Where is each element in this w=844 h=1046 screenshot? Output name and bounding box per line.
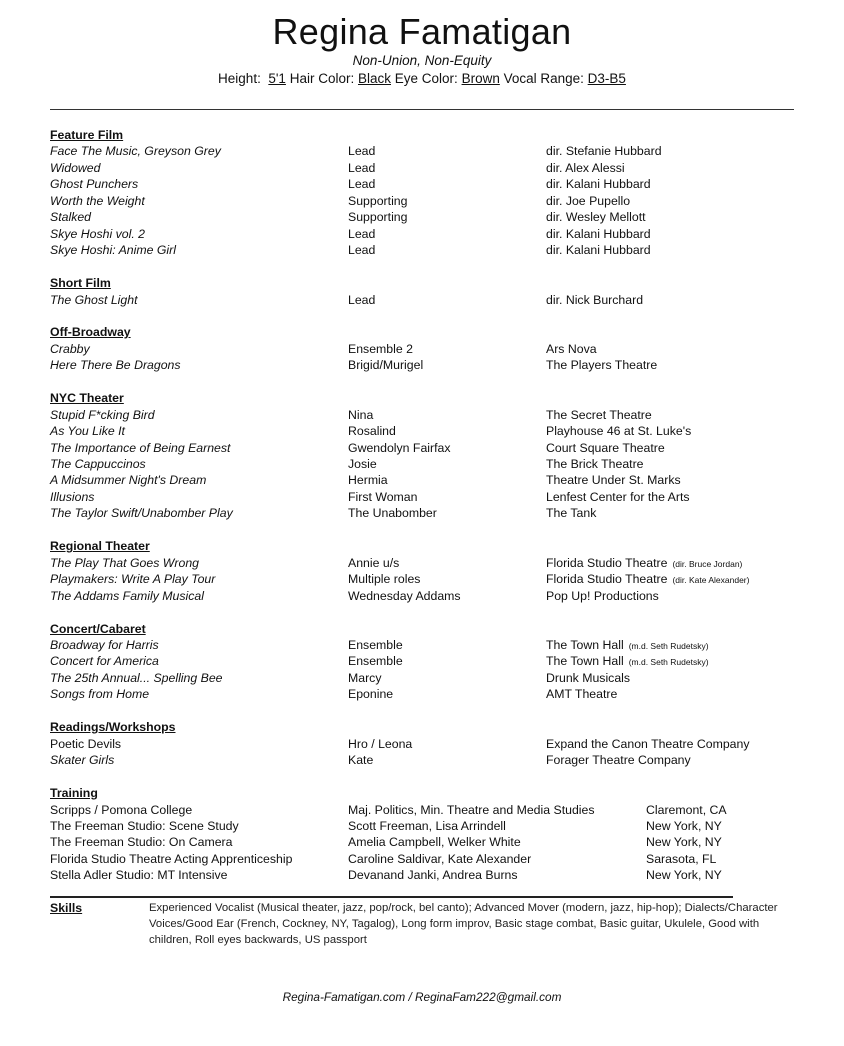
credit-venue xyxy=(546,670,630,687)
credit-row xyxy=(50,489,830,506)
section-title: Regional Theater xyxy=(50,539,150,554)
eye-value: Brown xyxy=(461,71,500,86)
section-heading xyxy=(50,390,830,407)
credit-venue xyxy=(546,571,749,589)
credit-venue-name: Drunk Musicals xyxy=(546,670,631,685)
hair-label: Hair Color: xyxy=(289,71,355,86)
credit-role: Lead xyxy=(348,243,376,258)
credit-title: Playmakers: Write A Play Tour xyxy=(50,572,216,587)
training-location: Sarasota, FL xyxy=(646,851,717,866)
credit-venue-name: Ars Nova xyxy=(546,341,597,356)
credit-venue-name: The Brick Theatre xyxy=(546,457,644,471)
training-location: New York, NY xyxy=(646,868,722,883)
credit-row xyxy=(50,686,830,703)
credit-venue xyxy=(546,686,617,703)
credit-role: Annie u/s xyxy=(348,555,400,570)
credit-title: Songs from Home xyxy=(50,687,150,702)
training-row xyxy=(50,818,830,835)
credit-title: As You Like It xyxy=(50,424,125,439)
credit-title: Broadway for Harris xyxy=(50,638,159,652)
credit-title: Crabby xyxy=(50,341,90,356)
credit-row xyxy=(50,588,830,605)
credit-venue-name: Playhouse 46 at St. Luke's xyxy=(546,424,692,439)
credit-title: A Midsummer Night's Dream xyxy=(50,473,207,488)
credit-row xyxy=(50,242,830,259)
section-heading xyxy=(50,785,830,802)
credit-venue-name: dir. Stefanie Hubbard xyxy=(546,144,662,159)
training-school: The Freeman Studio: On Camera xyxy=(50,835,233,850)
credit-role: Lead xyxy=(348,144,376,159)
credit-role: The Unabomber xyxy=(348,506,437,521)
credit-row xyxy=(50,456,830,473)
credit-venue-name: Expand the Canon Theatre Company xyxy=(546,736,750,751)
training-teachers: Amelia Campbell, Welker White xyxy=(348,835,521,850)
training-location: New York, NY xyxy=(646,835,722,850)
credit-venue xyxy=(546,736,750,753)
training-row xyxy=(50,802,830,819)
credit-venue xyxy=(546,456,644,473)
credit-venue xyxy=(546,226,651,243)
credit-row xyxy=(50,440,830,457)
skills-heading: Skills xyxy=(50,901,83,915)
credit-row xyxy=(50,736,830,753)
section-title: Off-Broadway xyxy=(50,325,131,340)
training-teachers: Caroline Saldivar, Kate Alexander xyxy=(348,851,532,866)
credit-role: Wednesday Addams xyxy=(348,588,461,603)
credit-role: Supporting xyxy=(348,210,408,225)
credit-row xyxy=(50,555,830,572)
credit-role: Ensemble 2 xyxy=(348,341,413,356)
credit-venue-name: dir. Kalani Hubbard xyxy=(546,243,651,258)
credit-title: The 25th Annual... Spelling Bee xyxy=(50,670,223,685)
credit-row xyxy=(50,226,830,243)
section-heading xyxy=(50,621,830,638)
skills-text: Experienced Vocalist (Musical theater, jazz, pop/rock, bel canto); Advanced Mover (modern, jazz, hip-hop); Dialects/Character Voices/Good Ear (French, Cockney, NY, Tagalog), Long form improv, Basic stage combat, Basic guitar, Ukulele, Good with children, Roll eyes backwards, US passport xyxy=(149,902,778,946)
training-row xyxy=(50,834,830,851)
credit-venue xyxy=(546,505,596,522)
credit-title: Widowed xyxy=(50,160,101,175)
section-heading xyxy=(50,324,830,341)
contact-footer: Regina-Famatigan.com / ReginaFam222@gmail.com xyxy=(282,990,562,1004)
credit-row xyxy=(50,472,830,489)
training-teachers: Maj. Politics, Min. Theatre and Media Studies xyxy=(348,802,595,817)
credit-venue xyxy=(546,209,646,226)
credit-venue-name: Theatre Under St. Marks xyxy=(546,473,681,488)
credit-role: Kate xyxy=(348,753,374,768)
credit-title: Skye Hoshi vol. 2 xyxy=(50,226,146,241)
height-value: 5'1 xyxy=(268,71,286,86)
credit-note: (dir. Bruce Jordan) xyxy=(672,558,743,569)
credit-venue xyxy=(546,357,657,374)
credit-role: Ensemble xyxy=(348,638,403,652)
section-title: Readings/Workshops xyxy=(50,720,176,735)
credit-venue xyxy=(546,160,625,177)
credit-row xyxy=(50,341,830,358)
credit-role: Lead xyxy=(348,226,376,241)
credit-role: Hermia xyxy=(348,473,388,488)
credit-note: (m.d. Seth Rudetsky) xyxy=(628,657,709,668)
training-teachers: Scott Freeman, Lisa Arrindell xyxy=(348,818,506,833)
credit-venue-name: The Town Hall xyxy=(546,654,624,669)
credit-venue xyxy=(546,193,630,210)
credit-title: The Ghost Light xyxy=(50,292,138,307)
credit-venue xyxy=(546,242,651,259)
credit-row xyxy=(50,407,830,424)
credit-row xyxy=(50,653,830,670)
training-row xyxy=(50,851,830,868)
credit-venue-name: The Town Hall xyxy=(546,638,624,652)
training-location: Claremont, CA xyxy=(646,802,727,817)
training-row xyxy=(50,867,830,884)
credit-title: Face The Music, Greyson Grey xyxy=(50,144,221,159)
credit-title: The Addams Family Musical xyxy=(50,588,204,603)
section-title: Short Film xyxy=(50,276,111,290)
credit-title: The Cappuccinos xyxy=(50,457,146,471)
credit-venue-name: dir. Wesley Mellott xyxy=(546,210,646,225)
credit-venue-name: dir. Alex Alessi xyxy=(546,160,625,175)
training-location: New York, NY xyxy=(646,818,722,833)
credit-venue xyxy=(546,143,662,160)
section-heading xyxy=(50,538,830,555)
credit-title: Concert for America xyxy=(50,654,159,669)
credit-role: Rosalind xyxy=(348,424,396,439)
credit-venue xyxy=(546,555,742,573)
credit-row xyxy=(50,505,830,522)
credit-title: Skye Hoshi: Anime Girl xyxy=(50,243,176,258)
credit-venue xyxy=(546,423,691,440)
credit-venue-name: The Players Theatre xyxy=(546,358,658,373)
skills-divider xyxy=(50,896,733,898)
actor-name: Regina Famatigan xyxy=(272,11,572,52)
credit-role: Multiple roles xyxy=(348,572,421,587)
credit-role: Gwendolyn Fairfax xyxy=(348,440,451,455)
credit-venue xyxy=(546,752,691,769)
credit-role: Supporting xyxy=(348,193,408,208)
eye-label: Eye Color: xyxy=(394,71,458,86)
credit-title: The Play That Goes Wrong xyxy=(50,555,199,570)
credit-row xyxy=(50,637,830,654)
credit-role: Nina xyxy=(348,407,374,422)
credit-venue xyxy=(546,341,597,358)
credit-title: Skater Girls xyxy=(50,753,115,768)
credit-venue xyxy=(546,653,709,671)
credit-venue-name: dir. Kalani Hubbard xyxy=(546,226,651,241)
section-title: Feature Film xyxy=(50,128,124,142)
credit-role: Hro / Leona xyxy=(348,736,413,751)
credit-venue-name: dir. Nick Burchard xyxy=(546,292,644,307)
credit-venue-name: AMT Theatre xyxy=(546,687,618,702)
section-title: NYC Theater xyxy=(50,391,124,406)
credit-title: Poetic Devils xyxy=(50,736,122,751)
credit-title: Illusions xyxy=(50,489,95,504)
credit-title: The Taylor Swift/Unabomber Play xyxy=(50,506,233,521)
credit-role: Lead xyxy=(348,292,376,307)
credit-role: First Woman xyxy=(348,489,418,504)
height-label: Height: xyxy=(218,71,261,86)
credit-venue-name: Court Square Theatre xyxy=(546,440,665,455)
credit-venue-name: dir. Joe Pupello xyxy=(546,193,631,208)
credit-role: Lead xyxy=(348,177,376,192)
credit-venue xyxy=(546,292,643,309)
credit-venue xyxy=(546,588,659,605)
credit-role: Brigid/Murigel xyxy=(348,358,424,373)
credit-row xyxy=(50,752,830,769)
stats-line xyxy=(0,70,844,88)
credit-venue xyxy=(546,489,690,506)
credit-venue xyxy=(546,407,652,424)
section-heading xyxy=(50,719,830,736)
section-title: Training xyxy=(50,786,98,800)
credit-role: Ensemble xyxy=(348,654,403,669)
credit-title: Worth the Weight xyxy=(50,193,145,208)
vocal-label: Vocal Range: xyxy=(503,71,584,86)
credit-note: (m.d. Seth Rudetsky) xyxy=(628,641,709,651)
training-school: The Freeman Studio: Scene Study xyxy=(50,818,239,833)
credit-row xyxy=(50,209,830,226)
credit-venue xyxy=(546,472,681,489)
credit-row xyxy=(50,176,830,193)
credit-venue-name: Forager Theatre Company xyxy=(546,753,691,768)
credit-role: Marcy xyxy=(348,670,382,685)
credit-venue-name: Lenfest Center for the Arts xyxy=(546,489,690,504)
vocal-value: D3-B5 xyxy=(587,71,626,86)
hair-value: Black xyxy=(357,71,391,86)
credit-note: (dir. Kate Alexander) xyxy=(672,575,750,586)
credit-role: Josie xyxy=(348,457,377,471)
credit-row xyxy=(50,423,830,440)
credit-venue-name: Florida Studio Theatre xyxy=(546,555,668,570)
credit-title: Stupid F*cking Bird xyxy=(50,407,155,422)
header-divider xyxy=(50,109,794,110)
credit-title: Ghost Punchers xyxy=(50,177,139,192)
credit-row xyxy=(50,357,830,374)
credit-title: The Importance of Being Earnest xyxy=(50,440,231,455)
credit-row xyxy=(50,193,830,210)
credit-role: Lead xyxy=(348,160,376,175)
credit-venue-name: Pop Up! Productions xyxy=(546,588,659,603)
union-status: Non-Union, Non-Equity xyxy=(352,53,492,68)
credit-role: Eponine xyxy=(348,687,394,702)
credit-row xyxy=(50,292,830,309)
section-heading xyxy=(50,127,830,144)
section-title: Concert/Cabaret xyxy=(50,621,146,636)
credit-row xyxy=(50,670,830,687)
credit-venue xyxy=(546,637,709,655)
credit-title: Stalked xyxy=(50,210,92,225)
credit-title: Here There Be Dragons xyxy=(50,358,181,373)
credit-row xyxy=(50,160,830,177)
training-teachers: Devanand Janki, Andrea Burns xyxy=(348,868,518,883)
training-school: Stella Adler Studio: MT Intensive xyxy=(50,868,228,883)
credit-venue-name: Florida Studio Theatre xyxy=(546,572,668,587)
credit-venue-name: The Tank xyxy=(546,506,597,521)
training-school: Florida Studio Theatre Acting Apprenticeship xyxy=(50,851,293,866)
credit-venue-name: The Secret Theatre xyxy=(546,407,652,422)
credit-row xyxy=(50,571,830,588)
credit-row xyxy=(50,143,830,160)
credit-venue xyxy=(546,440,665,457)
section-heading xyxy=(50,275,830,292)
credit-venue xyxy=(546,176,651,193)
training-school: Scripps / Pomona College xyxy=(50,802,193,817)
credit-venue-name: dir. Kalani Hubbard xyxy=(546,177,651,192)
